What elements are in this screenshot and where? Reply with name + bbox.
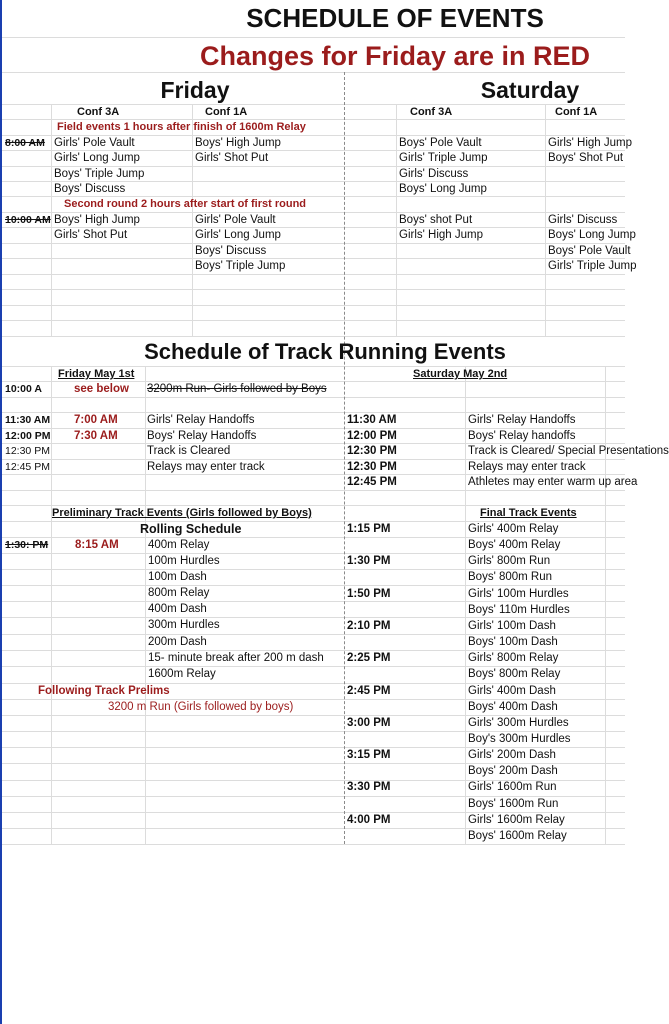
following-prelims: Following Track Prelims — [38, 685, 170, 697]
prelim-event: 800m Relay — [148, 587, 210, 599]
fri-track-event: Girls' Relay Handoffs — [147, 414, 255, 426]
sat-track-time: 11:30 AM — [347, 414, 397, 426]
final-time: 4:00 PM — [347, 814, 391, 826]
fri-new-time: see below — [74, 383, 129, 395]
fri-track-event: 3200m Run- Girls followed by Boys — [147, 383, 327, 395]
sat-conf1a-event: Boys' Pole Vault — [548, 245, 631, 257]
prelim-old-time: 1:30: PM — [5, 539, 49, 551]
final-event: Boy's 300m Hurdles — [468, 733, 571, 745]
fri-new-time: 7:00 AM — [74, 414, 118, 426]
final-time: 2:10 PM — [347, 620, 391, 632]
fri-conf3a-event: Boys' Triple Jump — [54, 168, 145, 180]
final-event: Boys' 1600m Relay — [468, 830, 567, 842]
sat-track-event: Girls' Relay Handoffs — [468, 414, 576, 426]
final-time: 2:25 PM — [347, 652, 391, 664]
sat-conf1a-event: Boys' Shot Put — [548, 152, 624, 164]
prelim-event: 100m Dash — [148, 571, 207, 583]
final-event: Girls' 400m Dash — [468, 685, 556, 697]
prelim-new-time: 8:15 AM — [75, 539, 119, 551]
window-edge — [0, 0, 2, 1024]
field-note-1: Field events 1 hours after finish of 1600m Relay — [57, 121, 306, 133]
fri-conf1a-event: Girls' Pole Vault — [195, 214, 276, 226]
prelim-heading: Preliminary Track Events (Girls followed by Boys) — [52, 507, 312, 519]
sat-conf3a-event: Girls' High Jump — [399, 229, 483, 241]
fri-conf3a-event: Girls' Shot Put — [54, 229, 128, 241]
final-heading: Final Track Events — [480, 507, 577, 519]
page-title: SCHEDULE OF EVENTS — [246, 3, 544, 33]
final-event: Boys' 800m Relay — [468, 668, 561, 680]
prelim-event: 15- minute break after 200 m dash — [148, 652, 324, 664]
final-event: Girls' 200m Dash — [468, 749, 556, 761]
sat-track-event: Boys' Relay handoffs — [468, 430, 576, 442]
final-event: Boys' 400m Relay — [468, 539, 561, 551]
sat-conf1a-event: Girls' High Jump — [548, 137, 632, 149]
sat-track-time: 12:30 PM — [347, 461, 397, 473]
sat-track-event: Track is Cleared/ Special Presentations — [468, 445, 669, 457]
prelim-event: 200m Dash — [148, 636, 207, 648]
final-event: Boys' 110m Hurdles — [468, 604, 570, 616]
fri-conf3a-header: Conf 3A — [77, 106, 120, 118]
final-time: 1:50 PM — [347, 588, 391, 600]
final-event: Boys' 100m Dash — [468, 636, 558, 648]
fri-conf1a-event: Boys' Discuss — [195, 245, 267, 257]
fri-old-time: 12:00 PM — [5, 430, 51, 442]
fri-old-time: 12:45 PM — [5, 461, 50, 473]
final-event: Girls' 1600m Relay — [468, 814, 565, 826]
sat-track-event: Relays may enter track — [468, 461, 586, 473]
fri-conf3a-event: Girls' Long Jump — [54, 152, 140, 164]
fri-conf1a-event: Boys' High Jump — [195, 137, 281, 149]
field-time-1: 8:00 AM — [5, 137, 45, 149]
fri-conf1a-header: Conf 1A — [205, 106, 248, 118]
fri-conf3a-event: Boys' High Jump — [54, 214, 140, 226]
final-event: Boys' 200m Dash — [468, 765, 558, 777]
final-event: Girls' 300m Hurdles — [468, 717, 569, 729]
following-event: 3200 m Run (Girls followed by boys) — [108, 701, 294, 713]
final-event: Girls' 100m Dash — [468, 620, 556, 632]
sat-conf3a-event: Girls' Triple Jump — [399, 152, 488, 164]
fri-conf1a-event: Girls' Shot Put — [195, 152, 269, 164]
fri-old-time: 11:30 AM — [5, 414, 51, 426]
field-time-2: 10:00 AM — [5, 214, 51, 226]
final-time: 3:00 PM — [347, 717, 391, 729]
field-note-2: Second round 2 hours after start of first round — [64, 198, 307, 210]
final-time: 2:45 PM — [347, 685, 391, 697]
page-subtitle: Changes for Friday are in RED — [199, 41, 591, 71]
fri-new-time: 7:30 AM — [74, 430, 118, 442]
final-event: Boys' 1600m Run — [468, 798, 559, 810]
sat-conf1a-event: Girls' Triple Jump — [548, 260, 637, 272]
sat-track-time: 12:30 PM — [347, 445, 397, 457]
track-saturday-date: Saturday May 2nd — [413, 368, 508, 380]
fri-conf3a-event: Boys' Discuss — [54, 183, 126, 195]
final-event: Girls' 800m Run — [468, 555, 551, 567]
prelim-event: 400m Relay — [148, 539, 210, 551]
sat-conf1a-event: Boys' Long Jump — [548, 229, 636, 241]
final-time: 3:30 PM — [347, 781, 391, 793]
final-event: Girls' 800m Relay — [468, 652, 559, 664]
track-friday-date: Friday May 1st — [58, 368, 135, 380]
fri-conf1a-event: Boys' Triple Jump — [195, 260, 286, 272]
fri-conf3a-event: Girls' Pole Vault — [54, 137, 135, 149]
friday-heading: Friday — [160, 77, 230, 103]
sat-conf3a-event: Boys' shot Put — [399, 214, 473, 226]
final-event: Girls' 1600m Run — [468, 781, 557, 793]
fri-conf1a-event: Girls' Long Jump — [195, 229, 281, 241]
sat-track-event: Athletes may enter warm up area — [468, 476, 638, 488]
fri-track-event: Track is Cleared — [147, 445, 231, 457]
sat-track-time: 12:00 PM — [347, 430, 397, 442]
fri-track-event: Boys' Relay Handoffs — [147, 430, 257, 442]
prelim-event: 100m Hurdles — [148, 555, 220, 567]
fri-old-time: 10:00 A — [5, 383, 42, 395]
fri-track-event: Relays may enter track — [147, 461, 265, 473]
sat-conf3a-event: Girls' Discuss — [399, 168, 469, 180]
sat-conf1a-event: Girls' Discuss — [548, 214, 618, 226]
final-event: Boys' 400m Dash — [468, 701, 558, 713]
final-event: Boys' 800m Run — [468, 571, 553, 583]
fri-old-time: 12:30 PM — [5, 445, 50, 457]
rolling-schedule: Rolling Schedule — [140, 522, 242, 536]
sat-conf1a-header: Conf 1A — [555, 106, 598, 118]
sat-conf3a-header: Conf 3A — [410, 106, 453, 118]
track-heading: Schedule of Track Running Events — [144, 339, 506, 364]
saturday-heading: Saturday — [480, 77, 580, 103]
sat-conf3a-event: Boys' Pole Vault — [399, 137, 482, 149]
final-time: 1:30 PM — [347, 555, 391, 567]
prelim-event: 1600m Relay — [148, 668, 216, 680]
prelim-event: 300m Hurdles — [148, 619, 220, 631]
sat-track-time: 12:45 PM — [347, 476, 397, 488]
prelim-event: 400m Dash — [148, 603, 207, 615]
final-time: 1:15 PM — [347, 523, 391, 535]
sat-conf3a-event: Boys' Long Jump — [399, 183, 487, 195]
final-time: 3:15 PM — [347, 749, 391, 761]
final-event: Girls' 100m Hurdles — [468, 588, 569, 600]
final-event: Girls' 400m Relay — [468, 523, 559, 535]
